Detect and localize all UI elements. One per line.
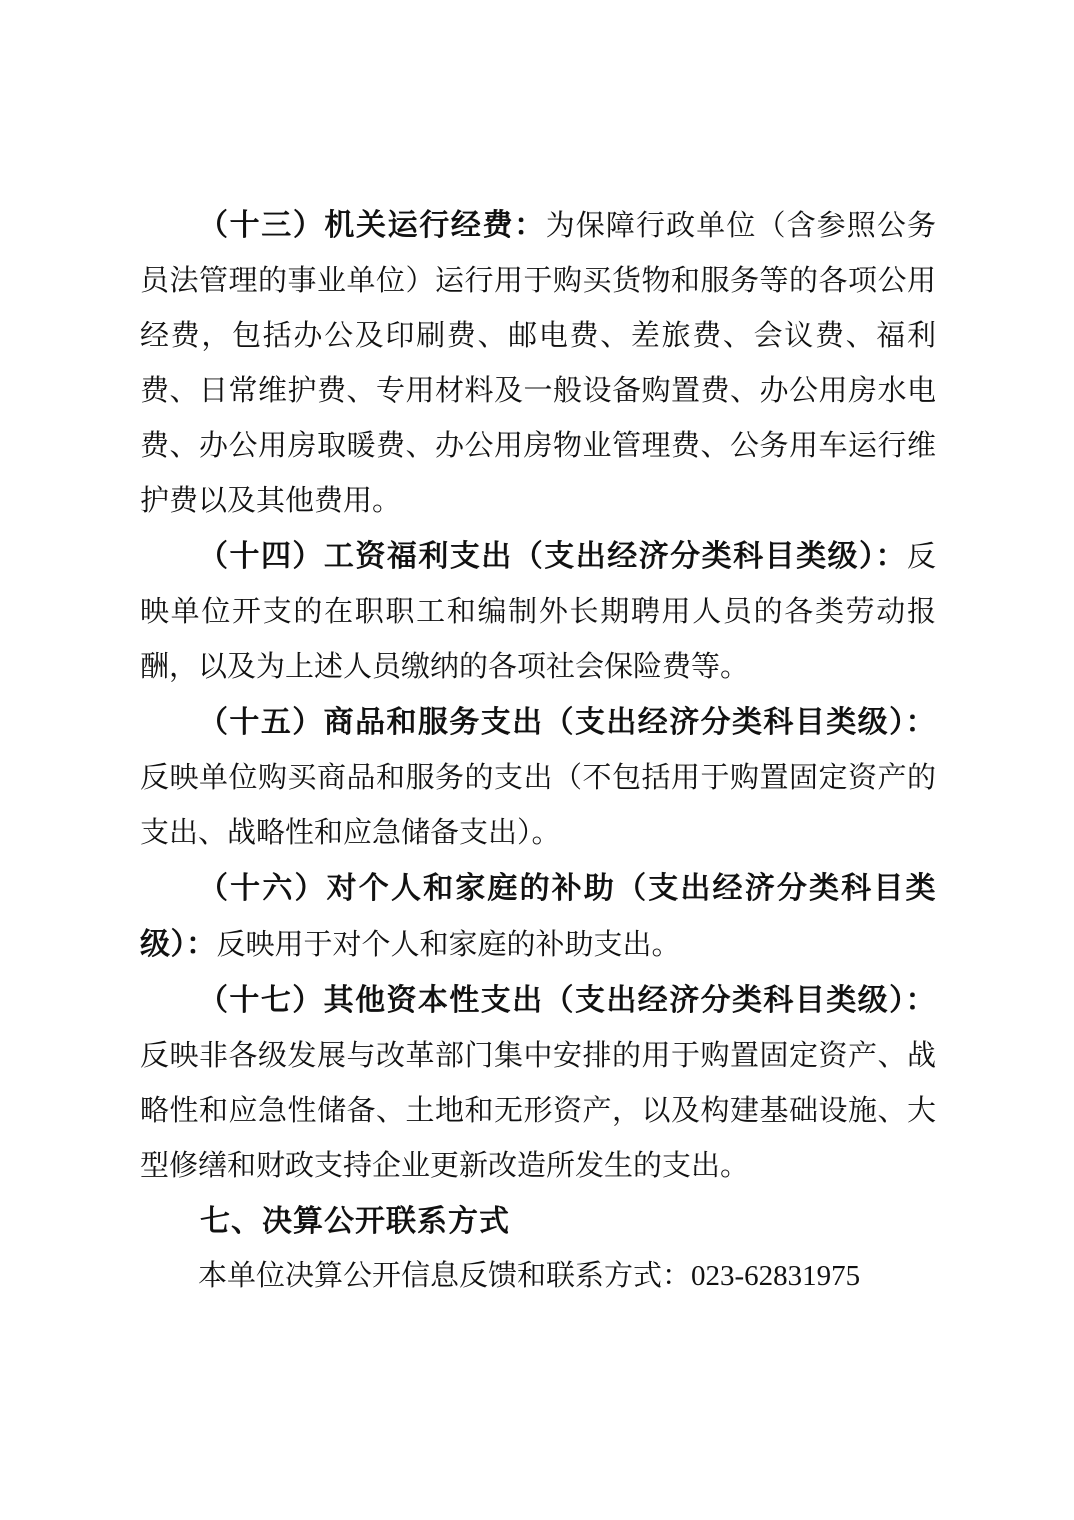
contact-paragraph — [140, 1249, 936, 1304]
paragraph-17-body: 反映非各级发展与改革部门集中安排的用于购置固定资产、战略性和应急性储备、土地和无形资产，以及构建基础设施、大型修缮和财政支持企业更新改造所发生的支出。 — [140, 1040, 936, 1182]
document-content — [140, 198, 936, 1304]
contact-phone: 023-62831975 — [691, 1260, 861, 1292]
definition-paragraph-14 — [140, 529, 936, 695]
paragraph-14-heading: （十四）工资福利支出（支出经济分类科目类级）： — [198, 540, 907, 573]
definition-paragraph-16 — [140, 861, 936, 973]
definition-paragraph-13 — [140, 198, 936, 529]
paragraph-13-body: 为保障行政单位（含参照公务员法管理的事业单位）运行用于购买货物和服务等的各项公用经费，包括办公及印刷费、邮电费、差旅费、会议费、福利费、日常维护费、专用材料及一般设备购置费、办公用房水电费、办公用房取暖费、办公用房物业管理费、公务用车运行维护费以及其他费用。 — [140, 210, 937, 517]
paragraph-15-body: 反映单位购买商品和服务的支出（不包括用于购置固定资产的支出、战略性和应急储备支出）。 — [140, 762, 936, 849]
definition-paragraph-17 — [140, 973, 936, 1194]
section-heading-contact: 七、决算公开联系方式 — [200, 1205, 510, 1238]
paragraph-13-heading: （十三）机关运行经费： — [198, 209, 546, 242]
paragraph-14-body: 反映单位开支的在职职工和编制外长期聘用人员的各类劳动报酬，以及为上述人员缴纳的各项社会保险费等。 — [140, 541, 936, 683]
contact-label: 本单位决算公开信息反馈和联系方式： — [198, 1260, 692, 1292]
paragraph-16-body: 反映用于对个人和家庭的补助支出。 — [216, 929, 681, 961]
definition-paragraph-15 — [140, 695, 936, 861]
paragraph-17-heading: （十七）其他资本性支出（支出经济分类科目类级）： — [198, 984, 936, 1017]
paragraph-15-heading: （十五）商品和服务支出（支出经济分类科目类级）： — [198, 706, 936, 739]
paragraph-16-heading: （十六）对个人和家庭的补助（支出经济分类科目类级）： — [140, 872, 936, 961]
